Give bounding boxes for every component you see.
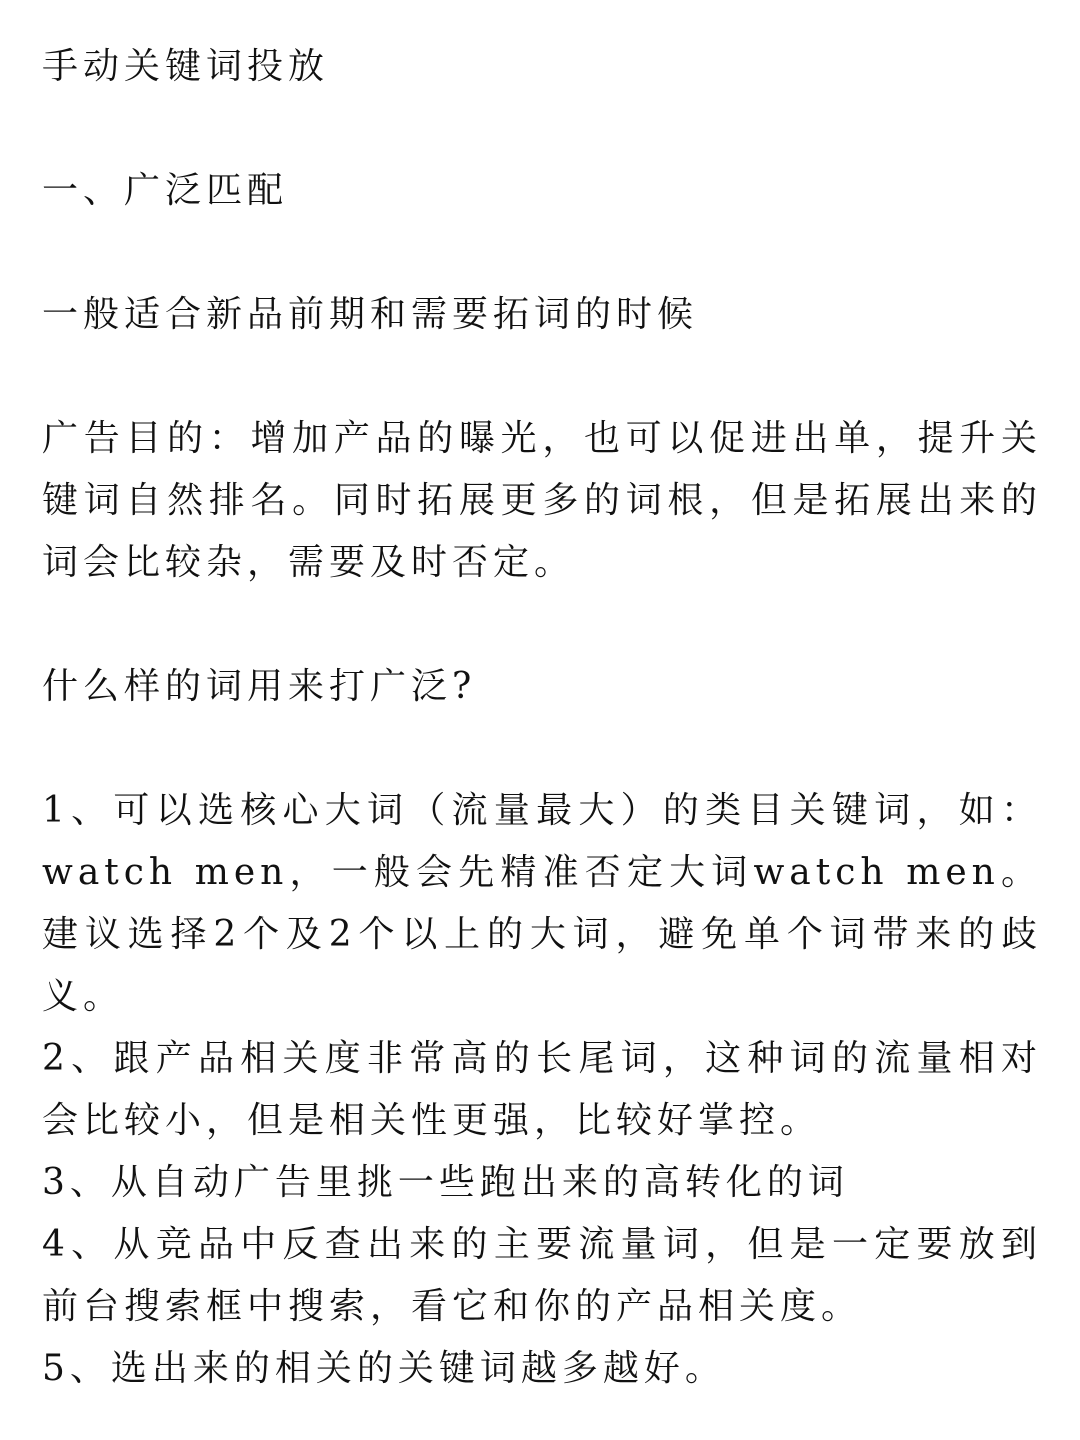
spacer [42, 718, 1042, 780]
list-item: 5、选出来的相关的关键词越多越好。 [42, 1348, 726, 1389]
spacer [42, 346, 1042, 408]
spacer [42, 222, 1042, 284]
list-item: 2、跟产品相关度非常高的长尾词，这种词的流量相对会比较小，但是相关性更强，比较好掌控。 [42, 1038, 1042, 1141]
document-title: 手动关键词投放 [42, 46, 330, 87]
document-body [42, 36, 1042, 1400]
list-item: 1、可以选核心大词（流量最大）的类目关键词，如：watch men，一般会先精准否定大词watch men。建议选择2个及2个以上的大词，避免单个词带来的歧义。 [42, 790, 1042, 1017]
section-heading: 一、广泛匹配 [42, 170, 289, 211]
intro-paragraph: 一般适合新品前期和需要拓词的时候 [42, 294, 699, 335]
question-paragraph: 什么样的词用来打广泛? [42, 666, 477, 707]
purpose-paragraph: 广告目的：增加产品的曝光，也可以促进出单，提升关键词自然排名。同时拓展更多的词根，但是拓展出来的词会比较杂，需要及时否定。 [42, 418, 1042, 583]
list-item: 3、从自动广告里挑一些跑出来的高转化的词 [42, 1162, 849, 1203]
spacer [42, 98, 1042, 160]
spacer [42, 594, 1042, 656]
list-item: 4、从竞品中反查出来的主要流量词，但是一定要放到前台搜索框中搜索，看它和你的产品相关度。 [42, 1224, 1042, 1327]
keyword-list [42, 780, 1042, 1400]
